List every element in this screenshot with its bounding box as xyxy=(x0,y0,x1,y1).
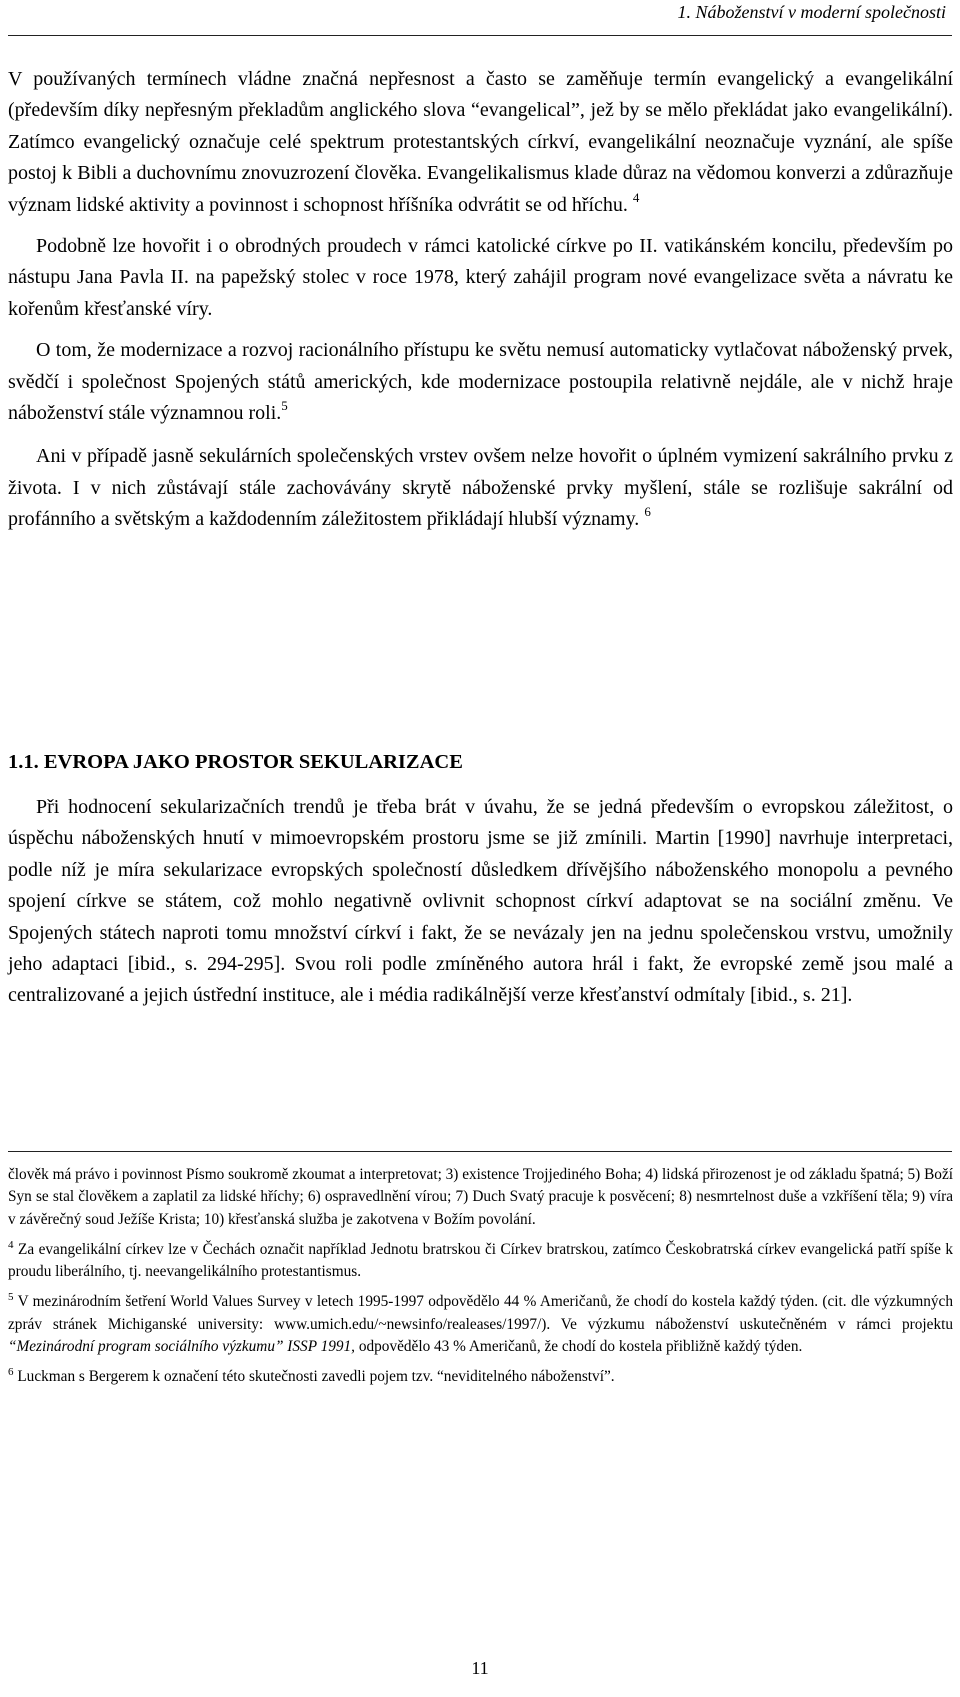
footnote-text: Za evangelikální církev lze v Čechách označit například Jednotu bratrskou či Církev bratrskou, zatímco Českobratrská církev evangelická patří spíše k proudu liberálního, tj. neevangelikálního protestantismus. xyxy=(8,1240,953,1281)
footnote-divider xyxy=(8,1151,952,1152)
footnote-italic-title: “Mezinárodní program sociálního výzkumu” ISSP 1991, xyxy=(8,1338,356,1356)
section-heading: 1.1. EVROPA JAKO PROSTOR SEKULARIZACE xyxy=(8,751,463,773)
paragraph-catholic-renewal: Podobně lze hovořit i o obrodných proudech v rámci katolické církve po II. vatikánském koncilu, především po nástupu Jana Pavla II. na papežský stolec v roce 1978, který zahájil program nové evangelizace světa a návratu ke kořenům křesťanské víry. xyxy=(8,235,953,320)
footnote-text: V mezinárodním šetření World Values Survey v letech 1995-1997 odpovědělo 44 % Američanů, že chodí do kostela každý týden. (cit. dle výzkumných zpráv stránek Michiganské university: www.umich.edu/~newsinfo/realeases/1997/). Ve výzkumu náboženství uskutečněném v rámci projektu xyxy=(8,1293,953,1333)
footnote-4 xyxy=(8,1239,953,1284)
footnote-continued: člověk má právo i povinnost Písmo soukromě zkoumat a interpretovat; 3) existence Trojjediného Boha; 4) lidská přirozenost je od základu špatná; 5) Boží Syn se stal člověkem a zaplatil za lidské hříchy; 6) ospravedlnění vírou; 7) Duch Svatý pracuje k posvěcení; 8) nesmrtelnost duše a vzkříšení těla; 9) víra v závěrečný soud Ježíše Krista; 10) křesťanská služba je zakotvena v Božím povolání. xyxy=(8,1166,953,1228)
body-text-section xyxy=(8,792,953,1012)
footnote-5 xyxy=(8,1291,953,1358)
paragraph-usa-modernization xyxy=(8,335,953,429)
paragraph-text: O tom, že modernizace a rozvoj racionálního přístupu ke světu nemusí automaticky vytlačovat náboženský prvek, svědčí i společnost Spojených států amerických, kde modernizace postoupila relativně nejdále, ale v nichž hraje náboženství stále významnou roli. xyxy=(8,339,953,425)
paragraph-text: Ani v případě jasně sekulárních společenských vrstev ovšem nelze hovořit o úplném vymizení sakrálního prvku z života. I v nich zůstávají stále zachovávány skrytě náboženské prvky myšlení, stále se rozlišuje sakrální od profánního a světským a každodenním záležitostem přikládají hlubší významy. xyxy=(8,445,953,531)
footnote-number: 4 xyxy=(8,1238,14,1251)
footnote-text: Luckman s Bergerem k označení této skutečnosti zavedli pojem tzv. “neviditelného náboženství”. xyxy=(17,1368,615,1386)
footnote-6 xyxy=(8,1366,953,1388)
paragraph-text: V používaných termínech vládne značná nepřesnost a často se zaměňuje termín evangelický a evangelikální (především díky nepřesným překladům anglického slova “evangelical”, jež by se mělo překládat jako evangelikální). Zatímco evangelický označuje celé spektrum protestantských církví, evangelikální neoznačuje vyznání, ale spíše postoj k Bibli a duchovnímu znovuzrození člověka. Evangelikalismus klade důraz na vědomou konverzi a zdůrazňuje význam lidské aktivity a povinnost i schopnost hříšníka odvrátit se od hříchu. xyxy=(8,68,953,216)
footnote-text: odpovědělo 43 % Američanů, že chodí do kostela přibližně každý týden. xyxy=(358,1338,803,1356)
footnote-ref-4[interactable]: 4 xyxy=(632,189,640,205)
footnote-number: 6 xyxy=(8,1366,14,1379)
paragraph-secular-layers xyxy=(8,441,953,535)
footnotes xyxy=(8,1164,953,1389)
paragraph-secularization-europe: Při hodnocení sekularizačních trendů je třeba brát v úvahu, že se jedná především o evropskou záležitost, o úspěchu náboženských hnutí v mimoevropském prostoru jsme se již zmínili. Martin [1990] navrhuje interpretaci, podle níž je míra sekularizace evropských společností důsledkem dřívějšího náboženského monopolu a pevného spojení církve se státem, což mohlo negativně ovlivnit schopnost církví adaptovat se na sociální změnu. Ve Spojených státech naproti tomu množství církví i fakt, že se nevázaly jen na jednu společenskou vrstvu, umožnily jeho adaptaci [ibid., s. 294-295]. Svou roli podle zmíněného autora hrál i fakt, že evropské země jsou malé a centralizované a jejich ústřední instituce, ale i média radikálnější verze křesťanství odmítaly [ibid., s. 21]. xyxy=(8,796,953,1007)
running-header: 1. Náboženství v moderní společnosti xyxy=(677,2,946,22)
footnote-ref-5[interactable]: 5 xyxy=(281,398,288,414)
header-divider xyxy=(8,35,952,36)
body-text-top xyxy=(8,64,953,536)
paragraph-evangelical xyxy=(8,64,953,221)
footnote-number: 5 xyxy=(8,1291,14,1304)
footnote-ref-6[interactable]: 6 xyxy=(644,504,651,520)
page-number: 11 xyxy=(471,1658,489,1678)
